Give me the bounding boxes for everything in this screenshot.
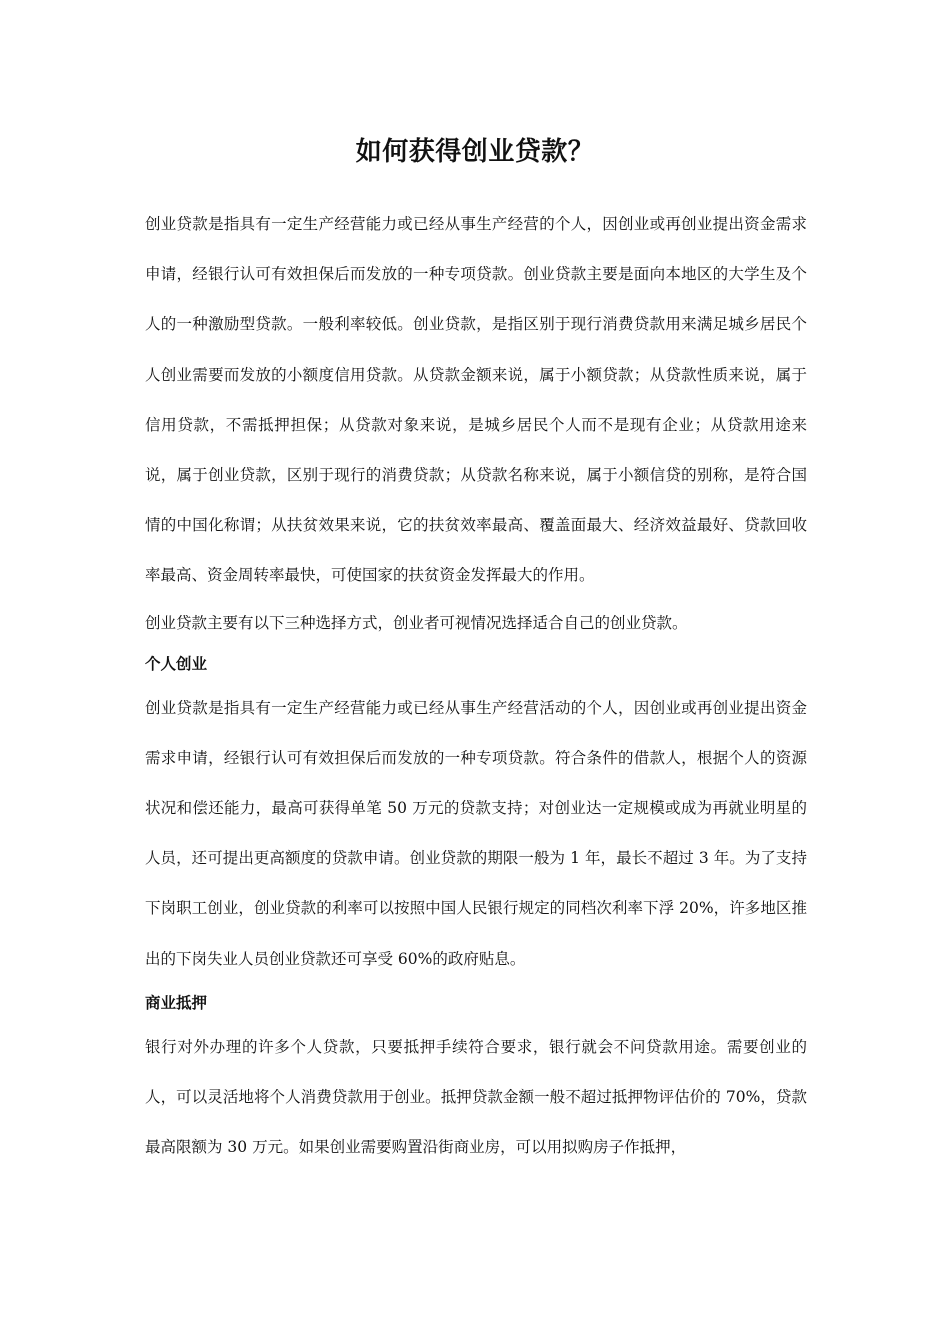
intro-paragraph: 创业贷款是指具有一定生产经营能力或已经从事生产经营的个人，因创业或再创业提出资金需求申请，经银行认可有效担保后而发放的一种专项贷款。创业贷款主要是面向本地区的大学生及个人的一种激励型贷款。一般利率较低。创业贷款，是指区别于现行消费贷款用来满足城乡居民个人创业需要而发放的小额度信用贷款。从贷款金额来说，属于小额贷款；从贷款性质来说，属于信用贷款，不需抵押担保；从贷款对象来说，是城乡居民个人而不是现有企业；从贷款用途来说，属于创业贷款，区别于现行的消费贷款；从贷款名称来说，属于小额信贷的别称，是符合国情的中国化称谓；从扶贫效果来说，它的扶贫效率最高、覆盖面最大、经济效益最好、贷款回收率最高、资金周转率最快，可使国家的扶贫资金发挥最大的作用。 bbox=[145, 215, 807, 585]
personal-business-paragraph: 创业贷款是指具有一定生产经营能力或已经从事生产经营活动的个人，因创业或再创业提出资金需求申请，经银行认可有效担保后而发放的一种专项贷款。符合条件的借款人，根据个人的资源状况和偿还能力，最高可获得单笔 50 万元的贷款支持；对创业达一定规模或成为再就业明星的人员，还可提出更高额度的贷款申请。创业贷款的期限一般为 1 年，最长不超过 3 年。为了支持下岗职工创业，创业贷款的利率可以按照中国人民银行规定的同档次利率下浮 20%，许多地区推出的下岗失业人员创业贷款还可享受 60%的政府贴息。 bbox=[145, 698, 807, 968]
commercial-mortgage-paragraph: 银行对外办理的许多个人贷款，只要抵押手续符合要求，银行就会不问贷款用途。需要创业的人，可以灵活地将个人消费贷款用于创业。抵押贷款金额一般不超过抵押物评估价的 70%，贷款最高限额为 30 万元。如果创业需要购置沿街商业房，可以用拟购房子作抵押， bbox=[145, 1037, 807, 1157]
section-heading-mortgage: 商业抵押 bbox=[145, 993, 208, 1012]
document-body bbox=[145, 199, 807, 1172]
loan-options-paragraph: 创业贷款主要有以下三种选择方式，创业者可视情况选择适合自己的创业贷款。 bbox=[145, 613, 688, 632]
section-heading-personal: 个人创业 bbox=[145, 654, 208, 673]
document-title: 如何获得创业贷款？ bbox=[355, 137, 595, 167]
